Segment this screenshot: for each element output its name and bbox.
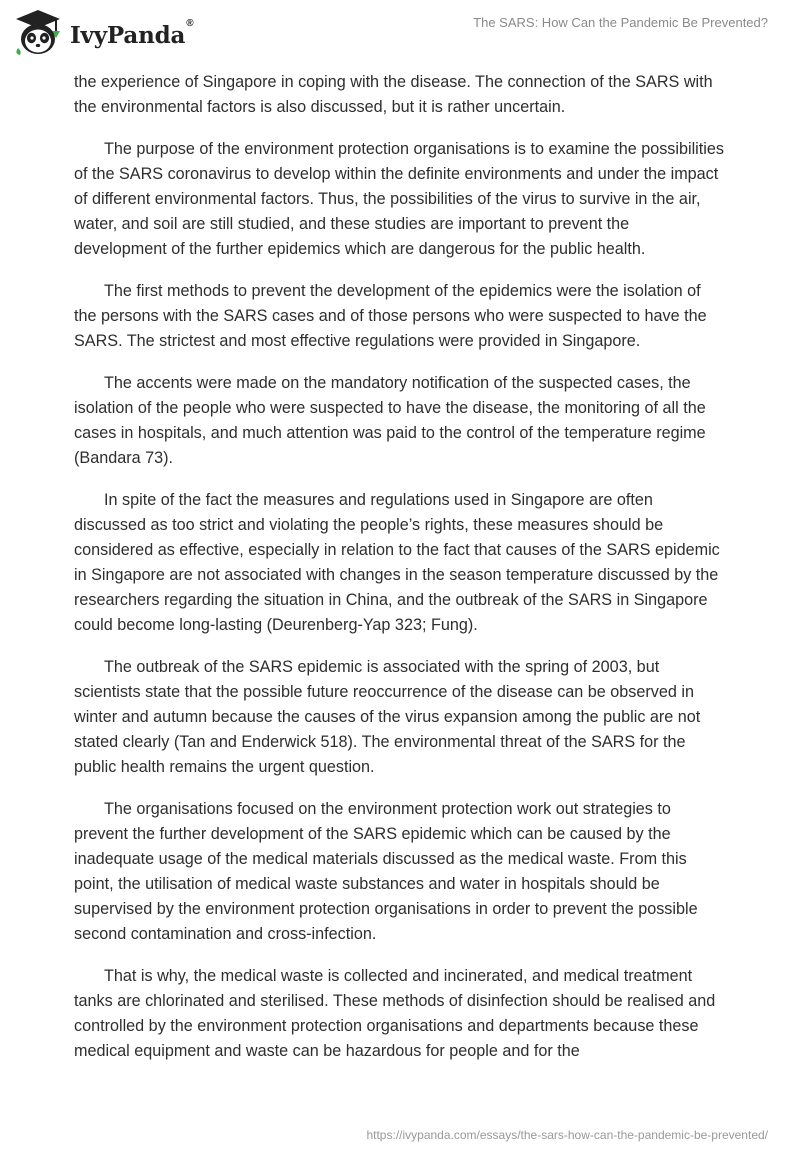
paragraph: That is why, the medical waste is collected and incinerated, and medical treatment tanks are chlorinated and sterilised. These methods of disinfection should be realised and controlled by the environment protection organisations and departments because these medical equipment and waste can be hazardous for people and for the: [74, 967, 716, 1060]
ivypanda-logo[interactable]: [12, 8, 193, 56]
paragraph: The purpose of the environment protection organisations is to examine the possibilities of the SARS coronavirus to develop within the definite environments and under the impact of different environmental factors. Thus, the possibilities of the virus to survive in the air, water, and soil are still studied, and these studies are important to prevent the development of the further epidemics which are dangerous for the public health.: [74, 140, 724, 258]
page-header: [0, 0, 800, 70]
paragraph: The accents were made on the mandatory notification of the suspected cases, the isolation of the people who were suspected to have the disease, the monitoring of all the cases in hospitals, and much attention was paid to the control of the temperature regime (Bandara 73).: [74, 374, 706, 467]
registered-mark: ®: [186, 17, 194, 29]
source-url-link[interactable]: https://ivypanda.com/essays/the-sars-how-can-the-pandemic-be-prevented/: [366, 1128, 768, 1142]
paragraph: The organisations focused on the environment protection work out strategies to prevent the further development of the SARS epidemic which can be caused by the inadequate usage of the medical materials discussed as the medical waste. From this point, the utilisation of medical waste substances and water in hospitals should be supervised by the environment protection organisations in order to prevent the possible second contamination and cross-infection.: [74, 800, 698, 943]
paragraph: The outbreak of the SARS epidemic is associated with the spring of 2003, but scientists state that the possible future reoccurrence of the disease can be observed in winter and autumn because the causes of the virus expansion among the public are not stated clearly (Tan and Enderwick 518). The environmental threat of the SARS for the public health remains the urgent question.: [74, 658, 701, 776]
essay-body: [74, 70, 724, 1081]
paragraph: The first methods to prevent the development of the epidemics were the isolation of the persons with the SARS cases and of those persons who were suspected to have the SARS. The strictest and most effective regulations were provided in Singapore.: [74, 282, 707, 350]
paragraph: the experience of Singapore in coping with the disease. The connection of the SARS with the environmental factors is also discussed, but it is rather uncertain.: [74, 73, 713, 116]
paragraph: In spite of the fact the measures and regulations used in Singapore are often discussed as too strict and violating the people’s rights, these measures should be considered as effective, especially in relation to the fact that causes of the SARS epidemic in Singapore are not associated with changes in the season temperature discussed by the researchers regarding the situation in China, and the outbreak of the SARS in Singapore could become long-lasting (Deurenberg-Yap 323; Fung).: [74, 491, 720, 634]
document-title: The SARS: How Can the Pandemic Be Prevented?: [473, 15, 768, 30]
panda-graduate-icon: [12, 8, 64, 56]
logo-wordmark: IvyPanda®: [70, 17, 194, 49]
